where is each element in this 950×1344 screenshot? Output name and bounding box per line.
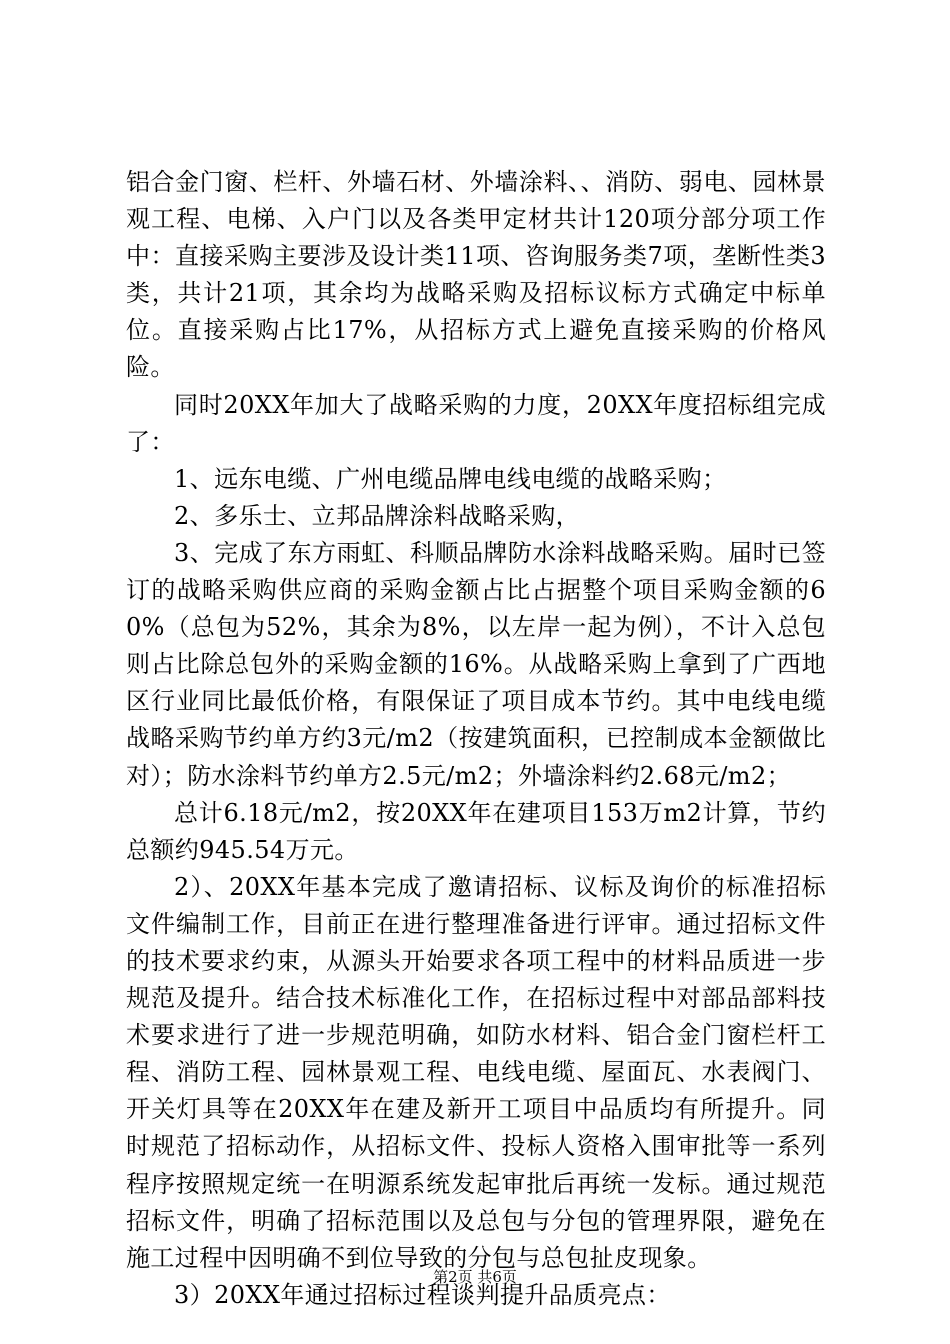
paragraph-item-paint: 2、多乐士、立邦品牌涂料战略采购， (174, 501, 581, 530)
page-number-footer: 第2页 共6页 (433, 1268, 517, 1286)
paragraph-procurement-summary: 铝合金门窗、栏杆、外墙石材、外墙涂料、、消防、弱电、园林景观工程、电梯、入户门以及各类甲定材共计120项分部分项工作中：直接采购主要涉及设计类11项、咨询服务类7项，垄断性类3类，共计21项，其余均为战略采购及招标议标方式确定中标单位。直接采购占比17%，从招标方式上避免直接采购的价格风险。 (126, 168, 826, 382)
paragraph-tender-documents: 2）、20XX年基本完成了邀请招标、议标及询价的标准招标文件编制工作，目前正在进行整理准备进行评审。通过招标文件的技术要求约束，从源头开始要求各项工程中的材料品质进一步规范及提升。结合技术标准化工作，在招标过程中对部品部料技术要求进行了进一步规范明确，如防水材料、铝合金门窗栏杆工程、消防工程、园林景观工程、电线电缆、屋面瓦、水表阀门、开关灯具等在20XX年在建及新开工项目中品质均有所提升。同时规范了招标动作，从招标文件、投标人资格入围审批等一系列程序按照规定统一在明源系统发起审批后再统一发标。通过规范招标文件，明确了招标范围以及总包与分包的管理界限，避免在施工过程中因明确不到位导致的分包与总包扯皮现象。 (126, 872, 826, 1272)
paragraph-strategic-intro: 同时20XX年加大了战略采购的力度，20XX年度招标组完成了： (126, 390, 826, 456)
paragraph-item-waterproof: 3、完成了东方雨虹、科顺品牌防水涂料战略采购。届时已签订的战略采购供应商的采购金额占比占据整个项目采购金额的60%（总包为52%，其余为8%，以左岸一起为例），不计入总包则占比除总包外的采购金额的16%。从战略采购上拿到了广西地区行业同比最低价格，有限保证了项目成本节约。其中电线电缆战略采购节约单方约3元/m2（按建筑面积，已控制成本金额做比对）；防水涂料节约单方2.5元/m2；外墙涂料约2.68元/m2； (126, 538, 826, 790)
document-body (126, 164, 826, 1314)
paragraph-quality-highlights: 3）20XX年通过招标过程谈判提升品质亮点： (174, 1280, 671, 1309)
paragraph-item-cable: 1、远东电缆、广州电缆品牌电线电缆的战略采购； (174, 464, 727, 493)
paragraph-total-savings: 总计6.18元/m2，按20XX年在建项目153万m2计算，节约总额约945.54万元。 (126, 798, 826, 864)
